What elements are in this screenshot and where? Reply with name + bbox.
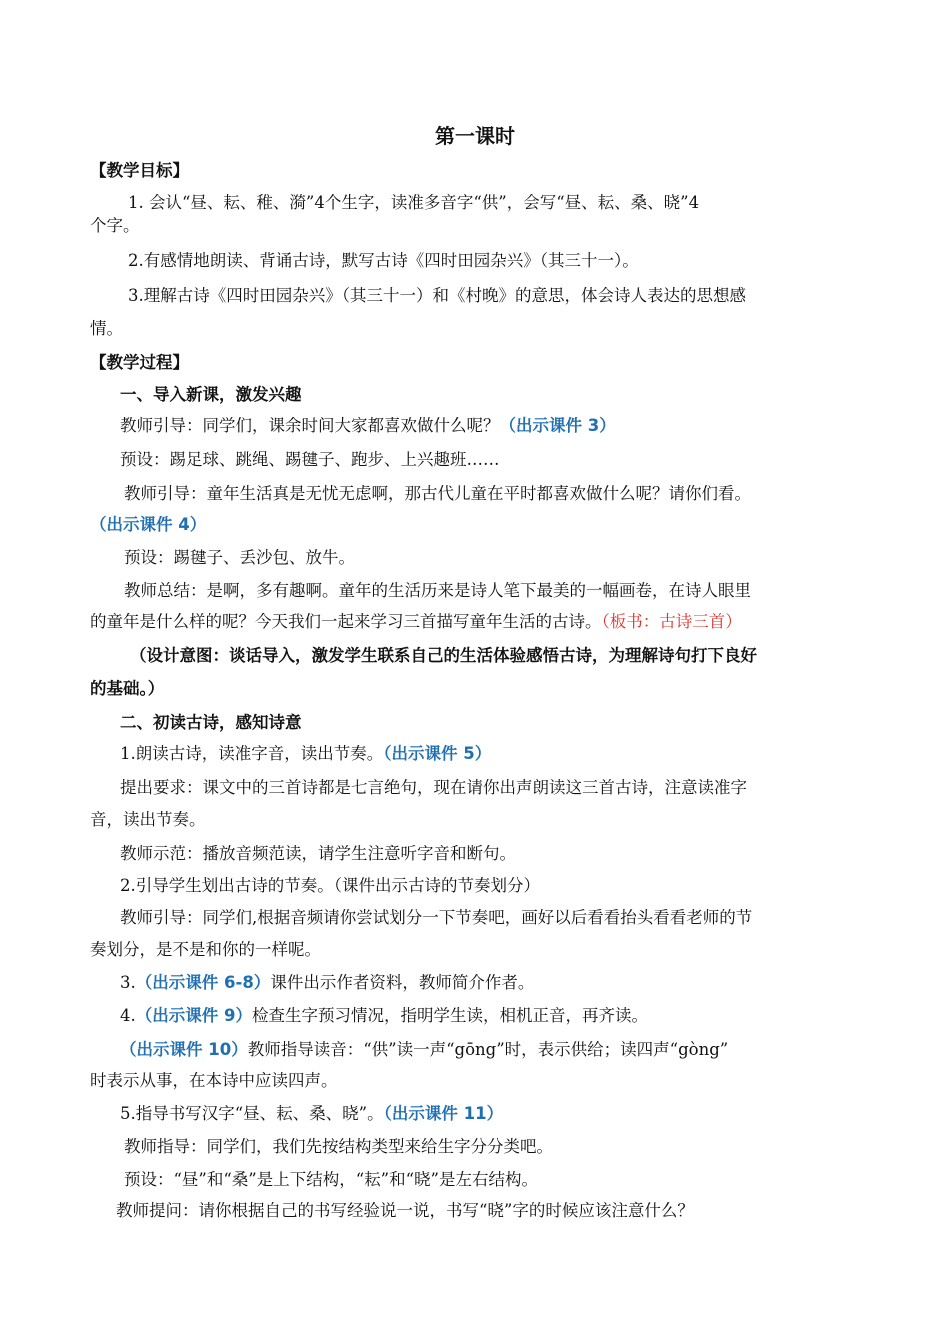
s2-pronunciation-line-1 — [120, 1039, 728, 1061]
goal-3-line-1: 3.理解古诗《四时田园杂兴》（其三十一）和《村晚》的意思，体会诗人表达的思想感 — [128, 286, 746, 305]
s1-paragraph-5-line-2 — [90, 611, 742, 633]
s2-item-3-text: 课件出示作者资料，教师简介作者。 — [270, 973, 535, 992]
s2-item-2: 2.引导学生划出古诗的节奏。（课件出示古诗的节奏划分） — [120, 876, 540, 895]
section-1-heading: 一、导入新课，激发兴趣 — [120, 385, 302, 404]
s2-writing-guide: 教师指导：同学们，我们先按结构类型来给生字分分类吧。 — [124, 1137, 553, 1156]
courseware-tag-9: （出示课件 9） — [135, 1006, 252, 1025]
s2-item-3-number: 3. — [120, 973, 136, 992]
s2-item-4-number: 4. — [120, 1006, 136, 1025]
s2-guide-line-2: 奏划分，是不是和你的一样呢。 — [90, 940, 321, 959]
courseware-tag-6-8: （出示课件 6-8） — [135, 973, 271, 992]
section-2-heading: 二、初读古诗，感知诗意 — [120, 713, 302, 732]
s2-item-1-text: 1.朗读古诗，读准字音，读出节奏。 — [120, 744, 384, 763]
s2-item-4-text: 检查生字预习情况，指明学生读，相机正音，再齐读。 — [251, 1006, 648, 1025]
process-heading: 【教学过程】 — [90, 353, 189, 372]
s2-request-line-2: 音，读出节奏。 — [90, 810, 206, 829]
s1-paragraph-3: 教师引导：童年生活真是无忧无虑啊，那古代儿童在平时都喜欢做什么呢？请你们看。 — [124, 484, 751, 503]
s1-paragraph-4: 预设：踢毽子、丢沙包、放牛。 — [124, 548, 355, 567]
s2-pronunciation-line-2: 时表示从事，在本诗中应读四声。 — [90, 1071, 338, 1090]
goal-1-line-1: 1. 会认“昼、耘、稚、漪”4个生字，读准多音字“供”，会写“昼、耘、桑、晓”4 — [128, 193, 700, 212]
s2-preset: 预设：“昼”和“桑”是上下结构，“耘”和“晓”是左右结构。 — [124, 1170, 538, 1189]
courseware-tag-10: （出示课件 10） — [120, 1040, 248, 1059]
s2-item-4 — [120, 1005, 648, 1027]
courseware-tag-5: （出示课件 5） — [383, 744, 492, 763]
goal-2: 2.有感情地朗读、背诵古诗，默写古诗《四时田园杂兴》（其三十一）。 — [128, 251, 639, 270]
goal-3-line-2: 情。 — [90, 319, 123, 338]
s2-guide-line-1: 教师引导：同学们,根据音频请你尝试划分一下节奏吧，画好以后看看抬头看看老师的节 — [120, 908, 753, 927]
s2-item-3 — [120, 972, 534, 994]
s2-item-5 — [120, 1103, 503, 1125]
s2-demo: 教师示范：播放音频范读，请学生注意听字音和断句。 — [120, 844, 516, 863]
courseware-tag-11: （出示课件 11） — [383, 1104, 504, 1123]
goals-heading: 【教学目标】 — [90, 161, 189, 180]
lesson-title: 第一课时 — [435, 124, 515, 148]
blackboard-note: （板书：古诗三首） — [601, 612, 742, 631]
s1-paragraph-2: 预设：踢足球、跳绳、踢毽子、跑步、上兴趣班…… — [120, 450, 500, 469]
s2-request-line-1: 提出要求：课文中的三首诗都是七言绝句，现在请你出声朗读这三首古诗，注意读准字 — [120, 778, 747, 797]
s1-p1-text: 教师引导：同学们，课余时间大家都喜欢做什么呢？ — [120, 416, 500, 435]
goal-1-line-2: 个字。 — [90, 216, 140, 235]
s1-paragraph-5-line-1: 教师总结：是啊，多有趣啊。童年的生活历来是诗人笔下最美的一幅画卷，在诗人眼里 — [124, 581, 751, 600]
s1-p5-text: 的童年是什么样的呢？今天我们一起来学习三首描写童年生活的古诗。 — [90, 612, 602, 631]
s2-item-1 — [120, 743, 491, 765]
design-intent-line-1: （设计意图：谈话导入，激发学生联系自己的生活体验感悟古诗，为理解诗句打下良好 — [130, 646, 757, 665]
s2-question: 教师提问：请你根据自己的书写经验说一说，书写“晓”字的时候应该注意什么？ — [116, 1201, 694, 1220]
design-intent-line-2: 的基础。） — [90, 679, 165, 698]
courseware-tag-4: （出示课件 4） — [90, 515, 207, 534]
s1-paragraph-1 — [120, 415, 616, 437]
s2-pronunciation-text: 教师指导读音：“供”读一声“gōng”时，表示供给；读四声“gòng” — [247, 1040, 729, 1059]
s2-item-5-text: 5.指导书写汉字“昼、耘、桑、晓”。 — [120, 1104, 384, 1123]
courseware-tag-3: （出示课件 3） — [499, 416, 616, 435]
